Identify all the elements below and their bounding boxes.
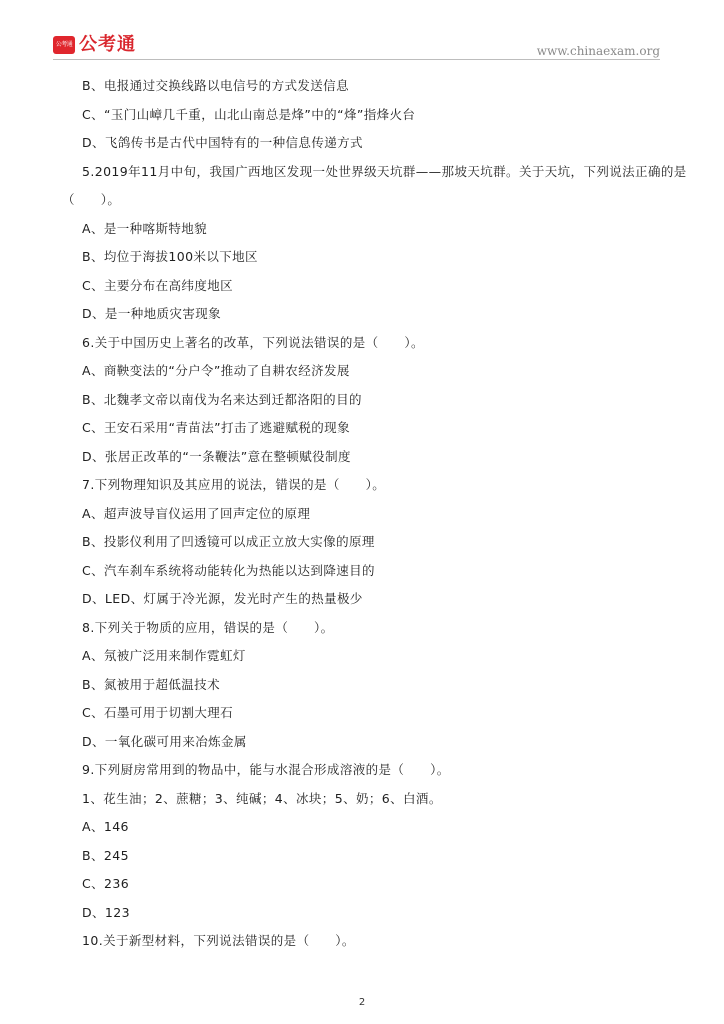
- option-line: B、均位于海拔100米以下地区: [82, 249, 258, 264]
- option-line: A、氖被广泛用来制作霓虹灯: [82, 648, 246, 663]
- question-items-line: 1、花生油；2、蔗糖；3、纯碱；4、冰块；5、奶；6、白酒。: [82, 790, 442, 806]
- question-line-continued: （ ）。: [62, 192, 121, 207]
- option-line: B、北魏孝文帝以南伐为名来达到迁都洛阳的目的: [82, 391, 362, 407]
- logo-badge-icon: 公考通: [53, 36, 75, 54]
- page-header: [0, 0, 724, 60]
- option-line: B、氮被用于超低温技术: [82, 676, 220, 692]
- option-line: A、是一种喀斯特地貌: [82, 220, 208, 236]
- option-line: D、张居正改革的“一条鞭法”意在整顿赋役制度: [82, 448, 351, 464]
- option-line: A、商鞅变法的“分户令”推动了自耕农经济发展: [82, 363, 350, 378]
- question-line: 8.下列关于物质的应用，错误的是（ ）。: [82, 619, 334, 635]
- option-line: B、245: [82, 847, 129, 863]
- header-divider: [53, 59, 660, 60]
- question-line: 5.2019年11月中旬，我国广西地区发现一处世界级天坑群——那坡天坑群。关于天坑，下列说法正确的是: [82, 163, 687, 179]
- site-url: www.chinaexam.org: [536, 44, 660, 58]
- option-line: C、主要分布在高纬度地区: [82, 277, 234, 293]
- option-line: C、“玉门山嶂几千重，山北山南总是烽”中的“烽”指烽火台: [82, 106, 416, 122]
- logo: [53, 35, 136, 55]
- option-line: B、投影仪利用了凹透镜可以成正立放大实像的原理: [82, 534, 375, 549]
- document-body: [62, 72, 687, 956]
- option-line: C、236: [82, 876, 130, 891]
- option-line: C、石墨可用于切割大理石: [82, 705, 234, 720]
- option-line: A、146: [82, 819, 129, 834]
- option-line: D、123: [82, 904, 130, 920]
- question-line: 6.关于中国历史上著名的改革，下列说法错误的是（ ）。: [82, 334, 424, 350]
- option-line: D、飞鸽传书是古代中国特有的一种信息传递方式: [82, 135, 363, 150]
- option-line: C、王安石采用“青苗法”打击了逃避赋税的现象: [82, 420, 350, 435]
- page-number: 2: [358, 997, 366, 1008]
- question-line: 10.关于新型材料，下列说法错误的是（ ）。: [82, 933, 355, 948]
- logo-text: 公考通: [79, 34, 136, 55]
- question-line: 7.下列物理知识及其应用的说法，错误的是（ ）。: [82, 477, 386, 492]
- option-line: B、电报通过交换线路以电信号的方式发送信息: [82, 78, 349, 93]
- option-line: D、LED、灯属于冷光源，发光时产生的热量极少: [82, 591, 363, 606]
- option-line: C、汽车刹车系统将动能转化为热能以达到降速目的: [82, 562, 375, 578]
- question-line: 9.下列厨房常用到的物品中，能与水混合形成溶液的是（ ）。: [82, 762, 450, 777]
- option-line: D、是一种地质灾害现象: [82, 306, 222, 321]
- option-line: D、一氧化碳可用来冶炼金属: [82, 733, 247, 749]
- option-line: A、超声波导盲仪运用了回声定位的原理: [82, 505, 311, 521]
